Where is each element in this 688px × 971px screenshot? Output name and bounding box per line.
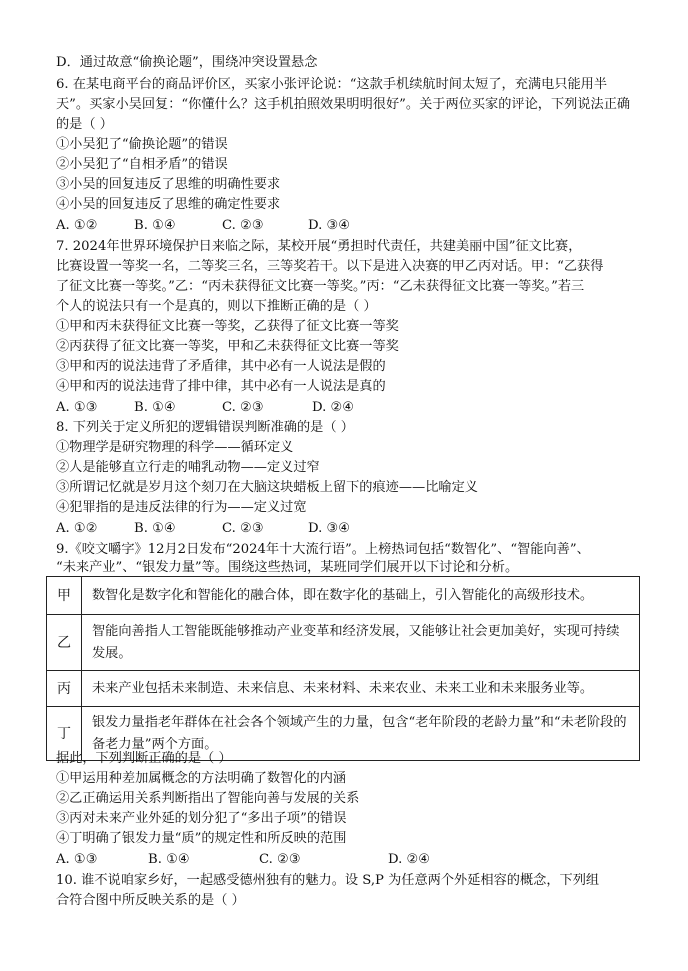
q9-row-text: 银发力量指老年群体在社会各个领域产生的力量，包含“老年阶段的老龄力量”和“未老阶段的备老力量”两个方面。 (82, 707, 640, 761)
q9-option-c: C. ②③ (259, 852, 301, 867)
q6-option-b: B. ①④ (134, 218, 176, 233)
q7-option-a: A. ①③ (56, 400, 98, 415)
q7-statement-3: ③甲和丙的说法违背了矛盾律，其中必有一人说法是假的 (56, 359, 386, 374)
q6-stem-line-1: 6. 在某电商平台的商品评价区，买家小张评论说：“这款手机续航时间太短了，充满电只能用半 (56, 77, 608, 92)
q7-option-c: C. ②③ (222, 400, 264, 415)
q9-row-text: 数智化是数字化和智能化的融合体，即在数字化的基础上，引入智能化的高级形技术。 (82, 577, 640, 615)
q9-option-b: B. ①④ (148, 852, 190, 867)
q9-options (56, 850, 636, 870)
q6-statement-1: ①小吴犯了“偷换论题”的错误 (56, 137, 228, 152)
q8-statement-4: ④犯罪指的是违反法律的行为——定义过宽 (56, 500, 307, 515)
q8-options (56, 519, 636, 539)
q8-option-a: A. ①② (56, 521, 98, 536)
q10-stem-line-1: 10. 谁不说咱家乡好，一起感受德州独有的魅力。设 S,P 为任意两个外延相容的概念，下列组 (56, 873, 600, 888)
q6-option-c: C. ②③ (222, 218, 264, 233)
q6-statement-4: ④小吴的回复违反了思维的确定性要求 (56, 197, 281, 212)
q9-stem-line-1: 9.《咬文嚼字》12月2日发布“2024年十大流行语”。上榜热词包括“数智化”、“智能向善”、 (56, 542, 590, 557)
q9-row-label: 丙 (47, 671, 82, 707)
q9-row-label: 乙 (47, 615, 82, 671)
q8-option-b: B. ①④ (134, 521, 176, 536)
q9-row-text: 未来产业包括未来制造、未来信息、未来材料、未来农业、未来工业和未来服务业等。 (82, 671, 640, 707)
table-row (47, 577, 640, 615)
q9-table (46, 576, 640, 761)
q8-option-d: D. ③④ (308, 521, 351, 536)
q6-option-d: D. ③④ (308, 218, 351, 233)
q8-stem-line-1: 8. 下列关于定义所犯的逻辑错误判断准确的是（ ） (56, 420, 354, 435)
q7-option-d: D. ②④ (312, 400, 355, 415)
q9-statement-3: ③丙对未来产业外延的划分犯了“多出子项”的错误 (56, 811, 347, 826)
q7-stem-line-3: 了征文比赛一等奖。”乙：“丙未获得征文比赛一等奖。”丙：“乙未获得征文比赛一等奖。”若三 (56, 279, 585, 294)
q7-option-b: B. ①④ (134, 400, 176, 415)
q5-option-d: D．通过故意“偷换论题”，围绕冲突设置悬念 (56, 55, 318, 70)
q6-stem-line-3: 的是（ ） (56, 117, 113, 132)
q6-stem-line-2: 天”。买家小吴回复：“你懂什么？这手机拍照效果明明很好”。关于两位买家的评论，下列说法正确 (56, 97, 631, 112)
q7-stem-line-2: 比赛设置一等奖一名，二等奖三名，三等奖若干。以下是进入决赛的甲乙丙对话。甲：“乙获得 (56, 259, 604, 274)
q9-statement-2: ②乙正确运用关系判断指出了智能向善与发展的关系 (56, 791, 360, 806)
q6-options (56, 216, 636, 236)
q7-statement-4: ④甲和丙的说法违背了排中律，其中必有一人说法是真的 (56, 379, 386, 394)
q6-statement-2: ②小吴犯了“自相矛盾”的错误 (56, 157, 228, 172)
q6-statement-3: ③小吴的回复违反了思维的明确性要求 (56, 177, 281, 192)
q8-statement-1: ①物理学是研究物理的科学——循环定义 (56, 440, 294, 455)
q9-statement-1: ①甲运用种差加属概念的方法明确了数智化的内涵 (56, 771, 347, 786)
q7-options (56, 398, 636, 418)
q7-stem-line-4: 个人的说法只有一个是真的，则以下推断正确的是（ ） (56, 299, 377, 314)
q7-stem-line-1: 7. 2024年世界环境保护日来临之际，某校开展“勇担时代责任，共建美丽中国”征文比赛， (56, 239, 582, 254)
q9-stem-line-2: “未来产业”、“银发力量”等。围绕这些热词，某班同学们展开以下讨论和分析。 (56, 560, 519, 575)
q8-option-c: C. ②③ (222, 521, 264, 536)
q9-statement-4: ④丁明确了银发力量“质”的规定性和所反映的范围 (56, 831, 347, 846)
q9-after-stem: 据此，下列判断正确的是（ ） (56, 751, 232, 766)
q8-statement-2: ②人是能够直立行走的哺乳动物——定义过窄 (56, 460, 320, 475)
table-row (47, 671, 640, 707)
q8-statement-3: ③所谓记忆就是岁月这个刻刀在大脑这块蜡板上留下的痕迹——比喻定义 (56, 480, 478, 495)
q9-option-a: A. ①③ (56, 852, 98, 867)
table-row (47, 615, 640, 671)
q9-row-label: 甲 (47, 577, 82, 615)
q7-statement-1: ①甲和丙未获得征文比赛一等奖，乙获得了征文比赛一等奖 (56, 319, 399, 334)
q6-option-a: A. ①② (56, 218, 98, 233)
q9-row-label: 丁 (47, 707, 82, 761)
q7-statement-2: ②丙获得了征文比赛一等奖，甲和乙未获得征文比赛一等奖 (56, 339, 399, 354)
q10-stem-line-2: 合符合图中所反映关系的是（ ） (56, 893, 245, 908)
q9-option-d: D. ②④ (388, 852, 431, 867)
q9-row-text: 智能向善指人工智能既能够推动产业变革和经济发展，又能够让社会更加美好，实现可持续发展。 (82, 615, 640, 671)
